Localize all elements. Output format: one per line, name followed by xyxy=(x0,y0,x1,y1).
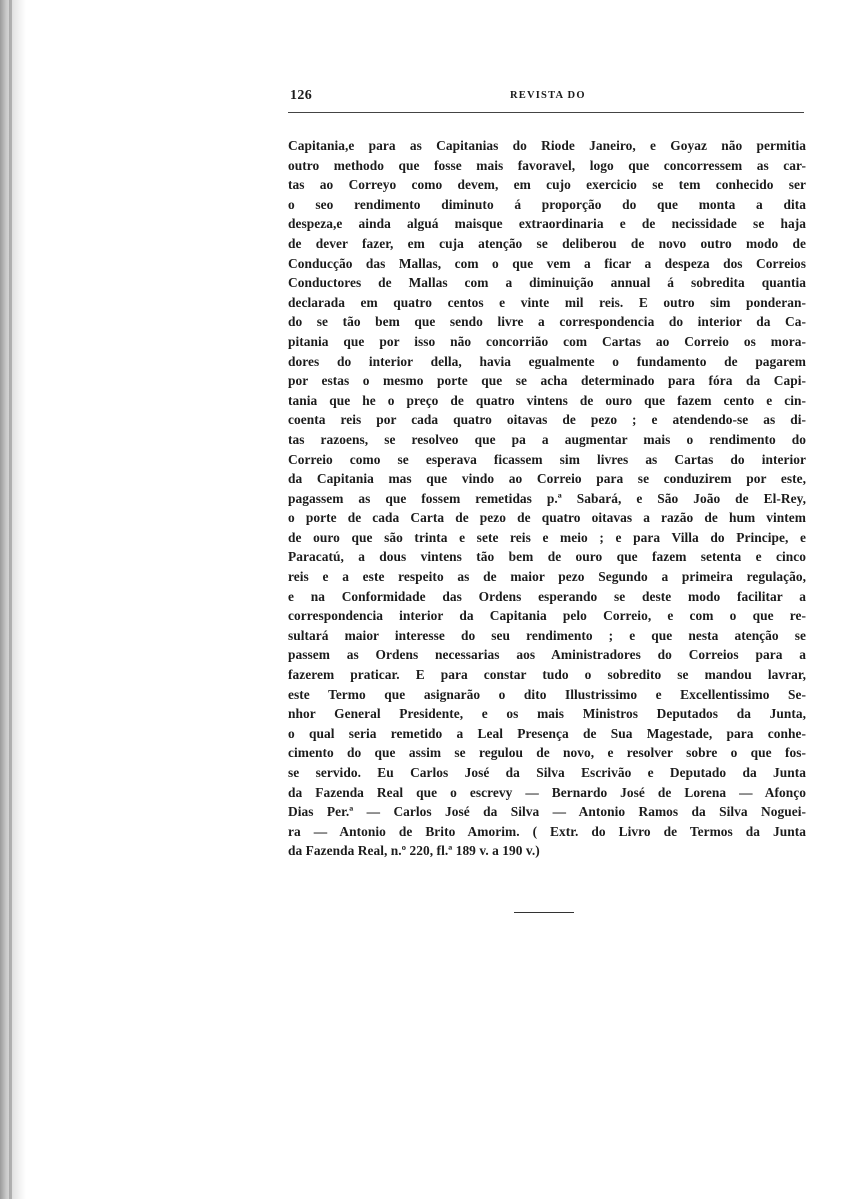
text-line: cimento do que assim se regulou de novo, e resolver sobre o que fos- xyxy=(288,745,806,761)
text-line: do se tão bem que sendo livre a correspondencia do interior da Ca- xyxy=(288,314,806,330)
body-text xyxy=(288,136,806,861)
text-line: coenta reis por cada quatro oitavas de pezo ; e atendendo-se as di- xyxy=(288,412,806,428)
scan-binding-shadow xyxy=(9,0,12,1199)
text-line: declarada em quatro centos e vinte mil reis. E outro sim ponderan- xyxy=(288,294,806,310)
text-line: Conductores de Mallas com a diminuição annual á sobredita quantia xyxy=(288,275,806,291)
text-line: tas razoens, se resolveo que pa a augmentar mais o rendimento do xyxy=(288,431,806,447)
running-head xyxy=(288,88,804,110)
text-line: se servido. Eu Carlos José da Silva Escrivão e Deputado da Junta xyxy=(288,765,806,780)
text-line: de dever fazer, em cuja atenção se deliberou de novo outro modo de xyxy=(288,235,806,251)
text-line: este Termo que asignarão o dito Illustrissimo e Excellentissimo Se- xyxy=(288,686,806,702)
text-line: pagassem as que fossem remetidas p.ª Sabará, e São João de El-Rey, xyxy=(288,490,806,506)
text-line: passem as Ordens necessarias aos Aministradores do Correios para a xyxy=(288,647,806,663)
text-line: pitania que por isso não concorrião com Cartas ao Correio os mora- xyxy=(288,333,806,349)
text-line: por estas o mesmo porte que se acha determinado para fóra da Capi- xyxy=(288,373,806,389)
text-line: despeza,e ainda alguá maisque extraordinaria e de necissidade se haja xyxy=(288,216,806,232)
text-line: o qual seria remetido a Leal Presença de Sua Magestade, para conhe- xyxy=(288,725,806,741)
text-line: outro methodo que fosse mais favoravel, logo que concorressem as car- xyxy=(288,157,806,173)
text-line: de ouro que são trinta e sete reis e meio ; e para Villa do Principe, e xyxy=(288,529,806,545)
text-line: fazerem praticar. E para constar tudo o sobredito se mandou lavrar, xyxy=(288,667,806,683)
text-line: Paracatú, a dous vintens tão bem de ouro que fazem setenta e cinco xyxy=(288,549,806,565)
text-line: dores do interior della, havia egualmente o fundamento de pagarem xyxy=(288,353,806,369)
text-line: da Capitania mas que vindo ao Correio para se conduzirem por este, xyxy=(288,471,806,487)
text-line: Conducção das Mallas, com o que vem a ficar a despeza dos Correios xyxy=(288,255,806,271)
text-line: e na Conformidade das Ordens esperando se deste modo facilitar a xyxy=(288,588,806,604)
text-line: tania que he o preço de quatro vintens de ouro que fazem cento e cin- xyxy=(288,392,806,408)
text-line: o seo rendimento diminuto á proporção do que monta a dita xyxy=(288,196,806,212)
page xyxy=(288,88,804,110)
text-line: o porte de cada Carta de pezo de quatro oitavas a razão de hum vintem xyxy=(288,510,806,526)
text-line: Capitania,e para as Capitanias do Riode Janeiro, e Goyaz não permitia xyxy=(288,138,806,153)
text-line: da Fazenda Real que o escrevy — Bernardo José de Lorena — Afonço xyxy=(288,784,806,800)
text-line: correspondencia interior da Capitania pelo Correio, e com o que re- xyxy=(288,608,806,624)
text-line: da Fazenda Real, n.º 220, fl.ª 189 v. a 190 v.) xyxy=(288,843,540,859)
page-number: 126 xyxy=(290,88,313,103)
running-title: REVISTA DO xyxy=(510,90,586,101)
end-rule xyxy=(514,912,574,913)
text-line: nhor General Presidente, e os mais Ministros Deputados da Junta, xyxy=(288,706,806,722)
scan-page-edge xyxy=(0,0,26,1199)
header-rule xyxy=(288,112,804,115)
text-line: ra — Antonio de Brito Amorim. ( Extr. do Livro de Termos da Junta xyxy=(288,823,806,839)
text-line: reis e a este respeito as de maior pezo Segundo a primeira regulação, xyxy=(288,569,806,585)
text-line: Dias Per.ª — Carlos José da Silva — Antonio Ramos da Silva Noguei- xyxy=(288,804,806,820)
text-line: sultará maior interesse do seu rendimento ; e que nesta atenção se xyxy=(288,627,806,643)
text-line: Correio como se esperava ficassem sim livres as Cartas do interior xyxy=(288,451,806,467)
text-line: tas ao Correyo como devem, em cujo exercicio se tem conhecido ser xyxy=(288,177,806,193)
